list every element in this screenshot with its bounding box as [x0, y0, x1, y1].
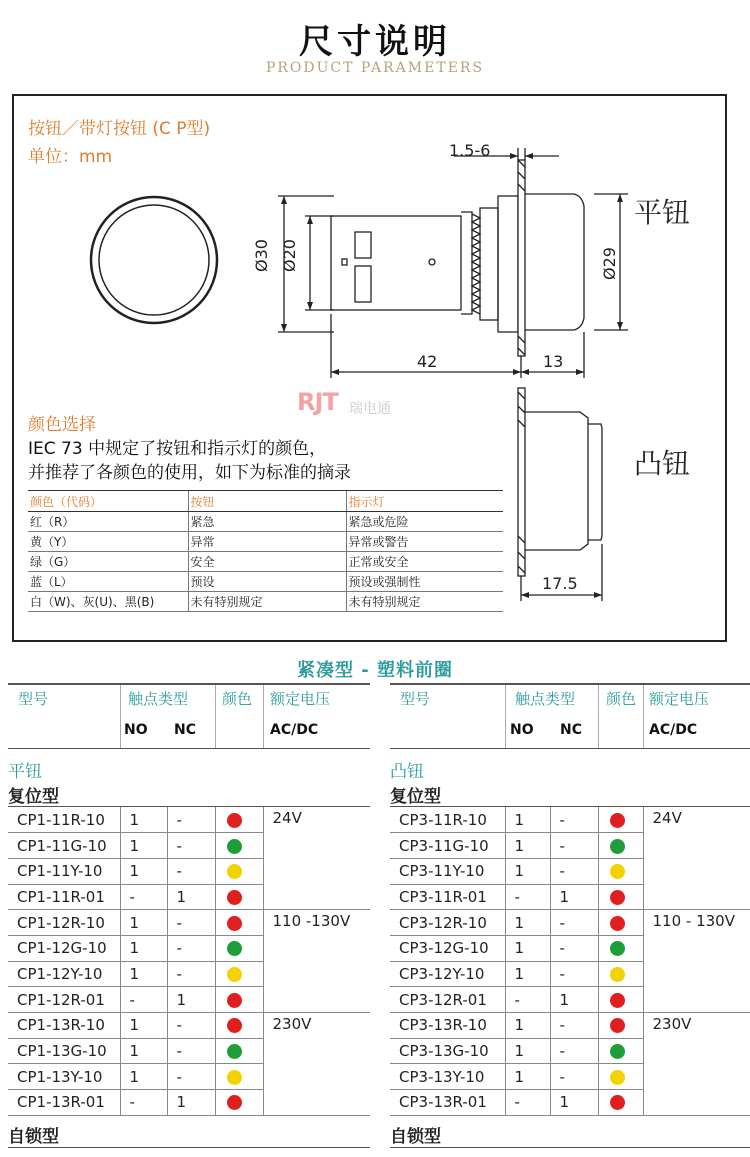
- nc-cell: -: [550, 1013, 598, 1039]
- color-dot-icon: [227, 839, 242, 854]
- model-cell: CP3-12Y-10: [390, 961, 505, 987]
- nc-cell: 1: [550, 1090, 598, 1116]
- no-cell: 1: [505, 807, 550, 833]
- color-cell: [598, 961, 643, 987]
- table-row: [8, 961, 370, 987]
- voltage-cell: 230V: [263, 1013, 370, 1039]
- no-cell: 1: [120, 858, 167, 884]
- color-dot-icon: [227, 1095, 242, 1110]
- nc-cell: -: [167, 961, 215, 987]
- color-dot-icon: [227, 864, 242, 879]
- color-dot-icon: [610, 993, 625, 1008]
- table-row: [8, 987, 370, 1013]
- voltage-cell: [263, 1090, 370, 1116]
- color-cell: [598, 858, 643, 884]
- no-cell: 1: [505, 1013, 550, 1039]
- col-color-code: 颜色（代码）: [28, 491, 188, 512]
- no-cell: -: [120, 987, 167, 1013]
- hdr-color: 颜色: [606, 690, 637, 708]
- nc-cell: -: [167, 935, 215, 961]
- hdr-acdc: AC/DC: [270, 722, 319, 738]
- color-standard-row: [28, 592, 503, 612]
- model-cell: CP1-13Y-10: [8, 1064, 120, 1090]
- flat-button-column: [8, 683, 370, 1148]
- col-button: 按钮: [188, 491, 346, 512]
- indicator-use-cell: 未有特别规定: [346, 592, 503, 612]
- model-cell: CP3-11R-10: [390, 807, 505, 833]
- indicator-use-cell: 正常或安全: [346, 552, 503, 572]
- reset-type-label: 复位型: [390, 777, 750, 807]
- color-dot-icon: [610, 967, 625, 982]
- color-dot-icon: [610, 941, 625, 956]
- color-cell: [215, 807, 263, 833]
- no-cell: -: [120, 884, 167, 910]
- table-row: [8, 910, 370, 936]
- hdr-nc: NC: [560, 722, 582, 738]
- color-selection-heading: 颜色选择: [28, 415, 96, 435]
- hdr-contact: 触点类型: [515, 690, 576, 708]
- color-cell: [215, 884, 263, 910]
- button-use-cell: 紧急: [188, 512, 346, 532]
- color-standard-row: [28, 552, 503, 572]
- table-row: [390, 833, 750, 859]
- color-dot-icon: [227, 890, 242, 905]
- page-subtitle: PRODUCT PARAMETERS: [265, 60, 485, 76]
- model-cell: CP1-13R-10: [8, 1013, 120, 1039]
- model-cell: CP3-13G-10: [390, 1038, 505, 1064]
- color-dot-icon: [610, 1044, 625, 1059]
- model-cell: CP1-11R-01: [8, 884, 120, 910]
- hdr-voltage: 额定电压: [649, 690, 710, 708]
- model-cell: CP3-11Y-10: [390, 858, 505, 884]
- color-dot-icon: [227, 916, 242, 931]
- nc-cell: -: [167, 1064, 215, 1090]
- nc-cell: -: [550, 833, 598, 859]
- color-cell: [215, 961, 263, 987]
- model-cell: CP3-12R-01: [390, 987, 505, 1013]
- model-cell: CP3-13R-10: [390, 1013, 505, 1039]
- table-row: [390, 935, 750, 961]
- table-row: [8, 1064, 370, 1090]
- color-dot-icon: [610, 1095, 625, 1110]
- voltage-cell: 24V: [263, 807, 370, 833]
- nc-cell: 1: [167, 1090, 215, 1116]
- color-cell: [215, 1038, 263, 1064]
- voltage-cell: [643, 987, 750, 1013]
- color-cell: [598, 1064, 643, 1090]
- hdr-no: NO: [510, 722, 534, 738]
- color-cell: [598, 935, 643, 961]
- no-cell: -: [505, 987, 550, 1013]
- col-indicator: 指示灯: [346, 491, 503, 512]
- indicator-use-cell: 紧急或危险: [346, 512, 503, 532]
- model-table: [390, 807, 750, 1116]
- table-row: [8, 935, 370, 961]
- color-cell: [598, 884, 643, 910]
- model-cell: CP3-11R-01: [390, 884, 505, 910]
- no-cell: 1: [120, 935, 167, 961]
- table-row: [8, 807, 370, 833]
- table-row: [8, 1090, 370, 1116]
- voltage-cell: [263, 987, 370, 1013]
- table-row: [390, 961, 750, 987]
- no-cell: 1: [505, 858, 550, 884]
- color-standard-row: [28, 532, 503, 552]
- voltage-cell: [263, 961, 370, 987]
- nc-cell: -: [550, 807, 598, 833]
- no-cell: 1: [505, 961, 550, 987]
- model-cell: CP1-11Y-10: [8, 858, 120, 884]
- color-dot-icon: [610, 813, 625, 828]
- raised-button-column: [390, 683, 750, 1148]
- color-cell: [215, 858, 263, 884]
- nc-cell: -: [550, 935, 598, 961]
- no-cell: 1: [505, 833, 550, 859]
- voltage-cell: [643, 858, 750, 884]
- voltage-cell: [263, 935, 370, 961]
- nc-cell: -: [550, 1038, 598, 1064]
- color-dot-icon: [610, 1018, 625, 1033]
- color-cell: [598, 987, 643, 1013]
- flat-button-cap: [525, 194, 584, 330]
- thread: [472, 214, 480, 314]
- table-row: [390, 1064, 750, 1090]
- nc-cell: -: [167, 858, 215, 884]
- indicator-use-cell: 预设或强制性: [346, 572, 503, 592]
- voltage-cell: 110 -130V: [263, 910, 370, 936]
- dim-13: 13: [543, 352, 564, 371]
- nc-cell: -: [550, 1064, 598, 1090]
- model-cell: CP1-12G-10: [8, 935, 120, 961]
- model-cell: CP1-13G-10: [8, 1038, 120, 1064]
- nc-cell: -: [550, 858, 598, 884]
- dim-d30: Ø30: [252, 239, 271, 272]
- model-cell: CP1-11G-10: [8, 833, 120, 859]
- hdr-contact: 触点类型: [128, 690, 189, 708]
- table-row: [8, 833, 370, 859]
- voltage-cell: [643, 884, 750, 910]
- table-row: [390, 1038, 750, 1064]
- voltage-cell: [263, 1038, 370, 1064]
- color-dot-icon: [610, 1070, 625, 1085]
- voltage-cell: [643, 1064, 750, 1090]
- color-standard-row: [28, 572, 503, 592]
- front-view-inner-circle: [99, 205, 209, 315]
- model-cell: CP1-12Y-10: [8, 961, 120, 987]
- page-title: 尺寸说明: [299, 22, 451, 62]
- table-row: [8, 884, 370, 910]
- model-cell: CP1-12R-01: [8, 987, 120, 1013]
- color-dot-icon: [227, 813, 242, 828]
- no-cell: 1: [505, 1064, 550, 1090]
- table-row: [8, 1038, 370, 1064]
- unit-label: 单位：mm: [28, 147, 113, 167]
- indicator-use-cell: 异常或警告: [346, 532, 503, 552]
- group-label: 平钮: [8, 762, 42, 782]
- voltage-cell: [263, 833, 370, 859]
- dim-d29: Ø29: [600, 247, 619, 280]
- color-code-cell: 蓝（L）: [28, 572, 188, 592]
- section-title: 紧凑型 - 塑料前圈: [296, 660, 453, 681]
- voltage-cell: [643, 961, 750, 987]
- color-cell: [598, 807, 643, 833]
- color-dot-icon: [227, 993, 242, 1008]
- color-cell: [598, 1090, 643, 1116]
- color-standard-row: [28, 512, 503, 532]
- color-dot-icon: [227, 1044, 242, 1059]
- voltage-cell: [263, 884, 370, 910]
- nc-cell: -: [167, 807, 215, 833]
- dimension-panel: [12, 94, 727, 642]
- table-row: [390, 910, 750, 936]
- voltage-cell: [643, 1090, 750, 1116]
- color-cell: [598, 910, 643, 936]
- color-code-cell: 红（R）: [28, 512, 188, 532]
- no-cell: 1: [120, 910, 167, 936]
- diagram-heading: 按钮／带灯按钮 (C P型): [28, 119, 211, 139]
- label-raised-button: 凸钮: [634, 447, 691, 480]
- hdr-no: NO: [124, 722, 148, 738]
- no-cell: -: [505, 884, 550, 910]
- color-cell: [215, 1090, 263, 1116]
- table-row: [390, 807, 750, 833]
- model-cell: CP3-13R-01: [390, 1090, 505, 1116]
- table-row: [8, 1013, 370, 1039]
- button-use-cell: 异常: [188, 532, 346, 552]
- table-row: [8, 858, 370, 884]
- nc-cell: -: [167, 833, 215, 859]
- color-dot-icon: [610, 864, 625, 879]
- color-cell: [215, 833, 263, 859]
- front-view-outer-circle: [91, 197, 217, 323]
- no-cell: -: [120, 1090, 167, 1116]
- voltage-cell: [643, 935, 750, 961]
- model-cell: CP1-13R-01: [8, 1090, 120, 1116]
- color-code-cell: 绿（G）: [28, 552, 188, 572]
- model-cell: CP3-11G-10: [390, 833, 505, 859]
- table-row: [390, 884, 750, 910]
- no-cell: -: [505, 1090, 550, 1116]
- color-cell: [215, 1013, 263, 1039]
- no-cell: 1: [505, 1038, 550, 1064]
- nc-cell: 1: [550, 987, 598, 1013]
- latch-type-label: 自锁型: [390, 1116, 750, 1148]
- nc-cell: 1: [167, 884, 215, 910]
- table-header: [8, 683, 370, 749]
- color-desc-line1: IEC 73 中规定了按钮和指示灯的颜色，: [28, 439, 327, 459]
- model-cell: CP1-11R-10: [8, 807, 120, 833]
- voltage-cell: 24V: [643, 807, 750, 833]
- button-use-cell: 安全: [188, 552, 346, 572]
- watermark-text: 瑞电通: [349, 401, 391, 417]
- nc-cell: -: [167, 1038, 215, 1064]
- group-label: 凸钮: [390, 762, 424, 782]
- model-cell: CP3-13Y-10: [390, 1064, 505, 1090]
- color-cell: [215, 1064, 263, 1090]
- latch-type-label: 自锁型: [8, 1116, 370, 1148]
- voltage-cell: [263, 858, 370, 884]
- model-cell: CP1-12R-10: [8, 910, 120, 936]
- button-use-cell: 未有特别规定: [188, 592, 346, 612]
- button-use-cell: 预设: [188, 572, 346, 592]
- table-row: [390, 987, 750, 1013]
- color-dot-icon: [227, 1070, 242, 1085]
- no-cell: 1: [120, 807, 167, 833]
- color-cell: [598, 1038, 643, 1064]
- reset-type-label: 复位型: [8, 777, 370, 807]
- voltage-cell: 110 - 130V: [643, 910, 750, 936]
- color-code-cell: 黄（Y）: [28, 532, 188, 552]
- color-dot-icon: [610, 839, 625, 854]
- nc-cell: -: [550, 961, 598, 987]
- color-dot-icon: [610, 890, 625, 905]
- model-table: [8, 807, 370, 1116]
- raised-button-cap: [525, 412, 588, 550]
- table-header: [390, 683, 750, 749]
- color-desc-line2: 并推荐了各颜色的使用，如下为标准的摘录: [28, 463, 351, 483]
- color-cell: [215, 987, 263, 1013]
- nc-cell: -: [167, 1013, 215, 1039]
- color-cell: [215, 910, 263, 936]
- hdr-voltage: 额定电压: [270, 690, 331, 708]
- dim-d20: Ø20: [280, 239, 299, 272]
- hdr-nc: NC: [174, 722, 196, 738]
- voltage-cell: [643, 1038, 750, 1064]
- color-cell: [598, 833, 643, 859]
- hdr-color: 颜色: [222, 690, 253, 708]
- color-dot-icon: [227, 967, 242, 982]
- no-cell: 1: [505, 935, 550, 961]
- voltage-cell: [643, 833, 750, 859]
- no-cell: 1: [120, 833, 167, 859]
- model-cell: CP3-12R-10: [390, 910, 505, 936]
- model-cell: CP3-12G-10: [390, 935, 505, 961]
- hdr-model: 型号: [400, 690, 431, 708]
- dim-42: 42: [417, 352, 438, 371]
- color-cell: [598, 1013, 643, 1039]
- hdr-model: 型号: [18, 690, 49, 708]
- nc-cell: -: [550, 910, 598, 936]
- color-dot-icon: [227, 941, 242, 956]
- dim-panel-thickness: 1.5-6: [449, 141, 491, 160]
- table-row: [390, 1090, 750, 1116]
- color-code-cell: 白（W)、灰(U)、黑(B): [28, 592, 188, 612]
- voltage-cell: [263, 1064, 370, 1090]
- dim-17-5: 17.5: [542, 574, 578, 593]
- nc-cell: 1: [550, 884, 598, 910]
- hdr-acdc: AC/DC: [649, 722, 698, 738]
- color-dot-icon: [227, 1018, 242, 1033]
- no-cell: 1: [505, 910, 550, 936]
- voltage-cell: 230V: [643, 1013, 750, 1039]
- no-cell: 1: [120, 1013, 167, 1039]
- no-cell: 1: [120, 1064, 167, 1090]
- no-cell: 1: [120, 961, 167, 987]
- nc-cell: 1: [167, 987, 215, 1013]
- label-flat-button: 平钮: [634, 196, 691, 229]
- table-row: [390, 1013, 750, 1039]
- no-cell: 1: [120, 1038, 167, 1064]
- watermark-logo: RJT: [297, 388, 338, 416]
- body-rect: [331, 216, 461, 310]
- color-standard-table: [28, 490, 503, 612]
- table-row: [390, 858, 750, 884]
- color-cell: [215, 935, 263, 961]
- nc-cell: -: [167, 910, 215, 936]
- color-dot-icon: [610, 916, 625, 931]
